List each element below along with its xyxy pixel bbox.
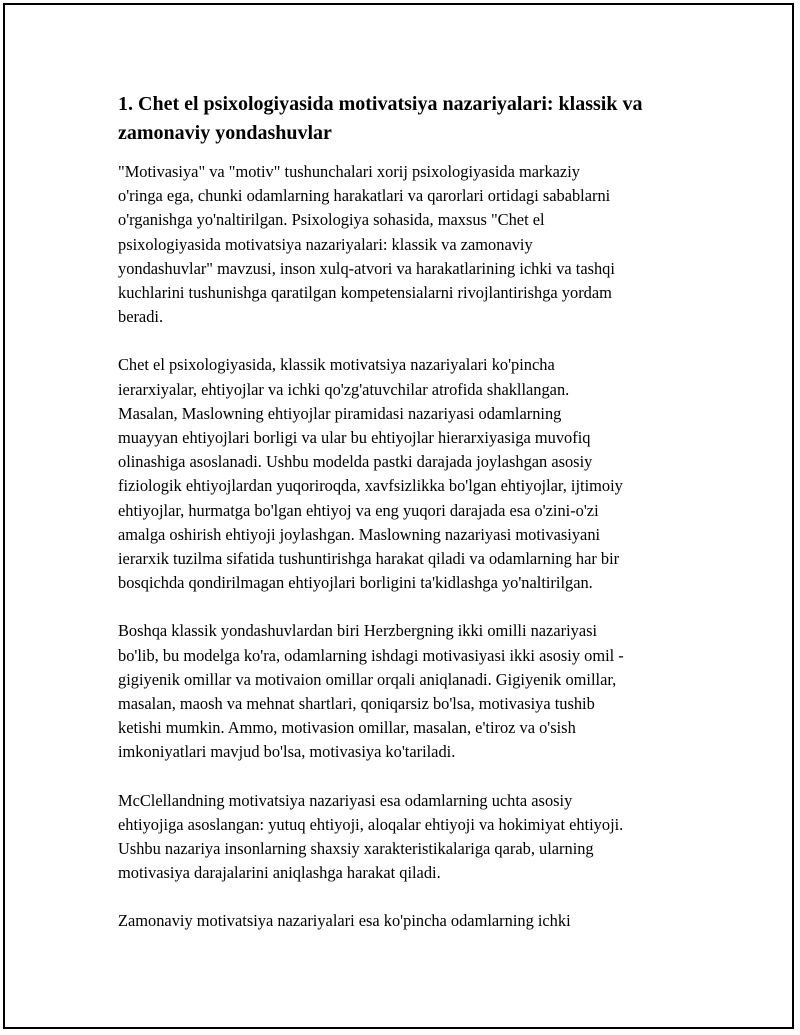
paragraph-5: Zamonaviy motivatsiya nazariyalari esa ko'pincha odamlarning ichki	[118, 911, 571, 931]
paragraph-2: Chet el psixologiyasida, klassik motivatsiya nazariyalari ko'pincha ierarxiyalar, ehtiyojlar va ichki qo'zg'atuvchilar atrofida shakllangan. Masalan, Maslowning ehtiyojlar piramidasi nazariyasi odamlarning muayyan ehtiyojlari borligi va ular bu ehtiyojlar hierarxiyasiga muvofiq olinashiga asoslanadi. Ushbu modelda pastki darajada joylashgan asosiy fiziologik ehtiyojlardan yuqoriroqda, xavfsizlikka bo'lgan ehtiyojlar, ijtimoiy ehtiyojlar, hurmatga bo'lgan ehtiyoj va eng yuqori darajada esa o'zini-o'zi amalga oshirish ehtiyoji joylashgan. Maslowning nazariyasi motivasiyani ierarxik tuzilma sifatida tushuntirishga harakat qiladi va odamlarning har bir bosqichda qondirilmagan ehtiyojlari borligini ta'kidlashga yo'naltirilgan.	[118, 355, 623, 593]
paragraph-1: "Motivasiya" va "motiv" tushunchalari xorij psixologiyasida markaziy o'ringa ega, chunki odamlarning harakatlari va qarorlari ortidagi sabablarni o'rganishga yo'naltirilgan. Psixologiya sohasida, maxsus "Chet el psixologiyasida motivatsiya nazariyalari: klassik va zamonaviy yondashuvlar" mavzusi, inson xulq-atvori va harakatlarining ichki va tashqi kuchlarini tushunishga qaratilgan kompetensialarni rivojlantirishga yordam beradi.	[118, 162, 615, 327]
section-heading: 1. Chet el psixologiyasida motivatsiya nazariyalari: klassik va zamonaviy yondashuvlar	[118, 93, 643, 144]
document-body	[118, 90, 693, 958]
paragraph-3: Boshqa klassik yondashuvlardan biri Herzbergning ikki omilli nazariyasi bo'lib, bu modelga ko'ra, odamlarning ishdagi motivasiyasi ikki asosiy omil - gigiyenik omillar va motivaion omillar orqali aniqlanadi. Gigiyenik omillar, masalan, maosh va mehnat shartlari, qoniqarsiz bo'lsa, motivasiya tushib ketishi mumkin. Ammo, motivasion omillar, masalan, e'tiroz va o'sish imkoniyatlari mavjud bo'lsa, motivasiya ko'tariladi.	[118, 621, 624, 762]
paragraph-4: McClellandning motivatsiya nazariyasi esa odamlarning uchta asosiy ehtiyojiga asoslangan: yutuq ehtiyoji, aloqalar ehtiyoji va hokimiyat ehtiyoji. Ushbu nazariya insonlarning shaxsiy xarakteristikalariga qarab, ularning motivasiya darajalarini aniqlashga harakat qiladi.	[118, 790, 624, 883]
